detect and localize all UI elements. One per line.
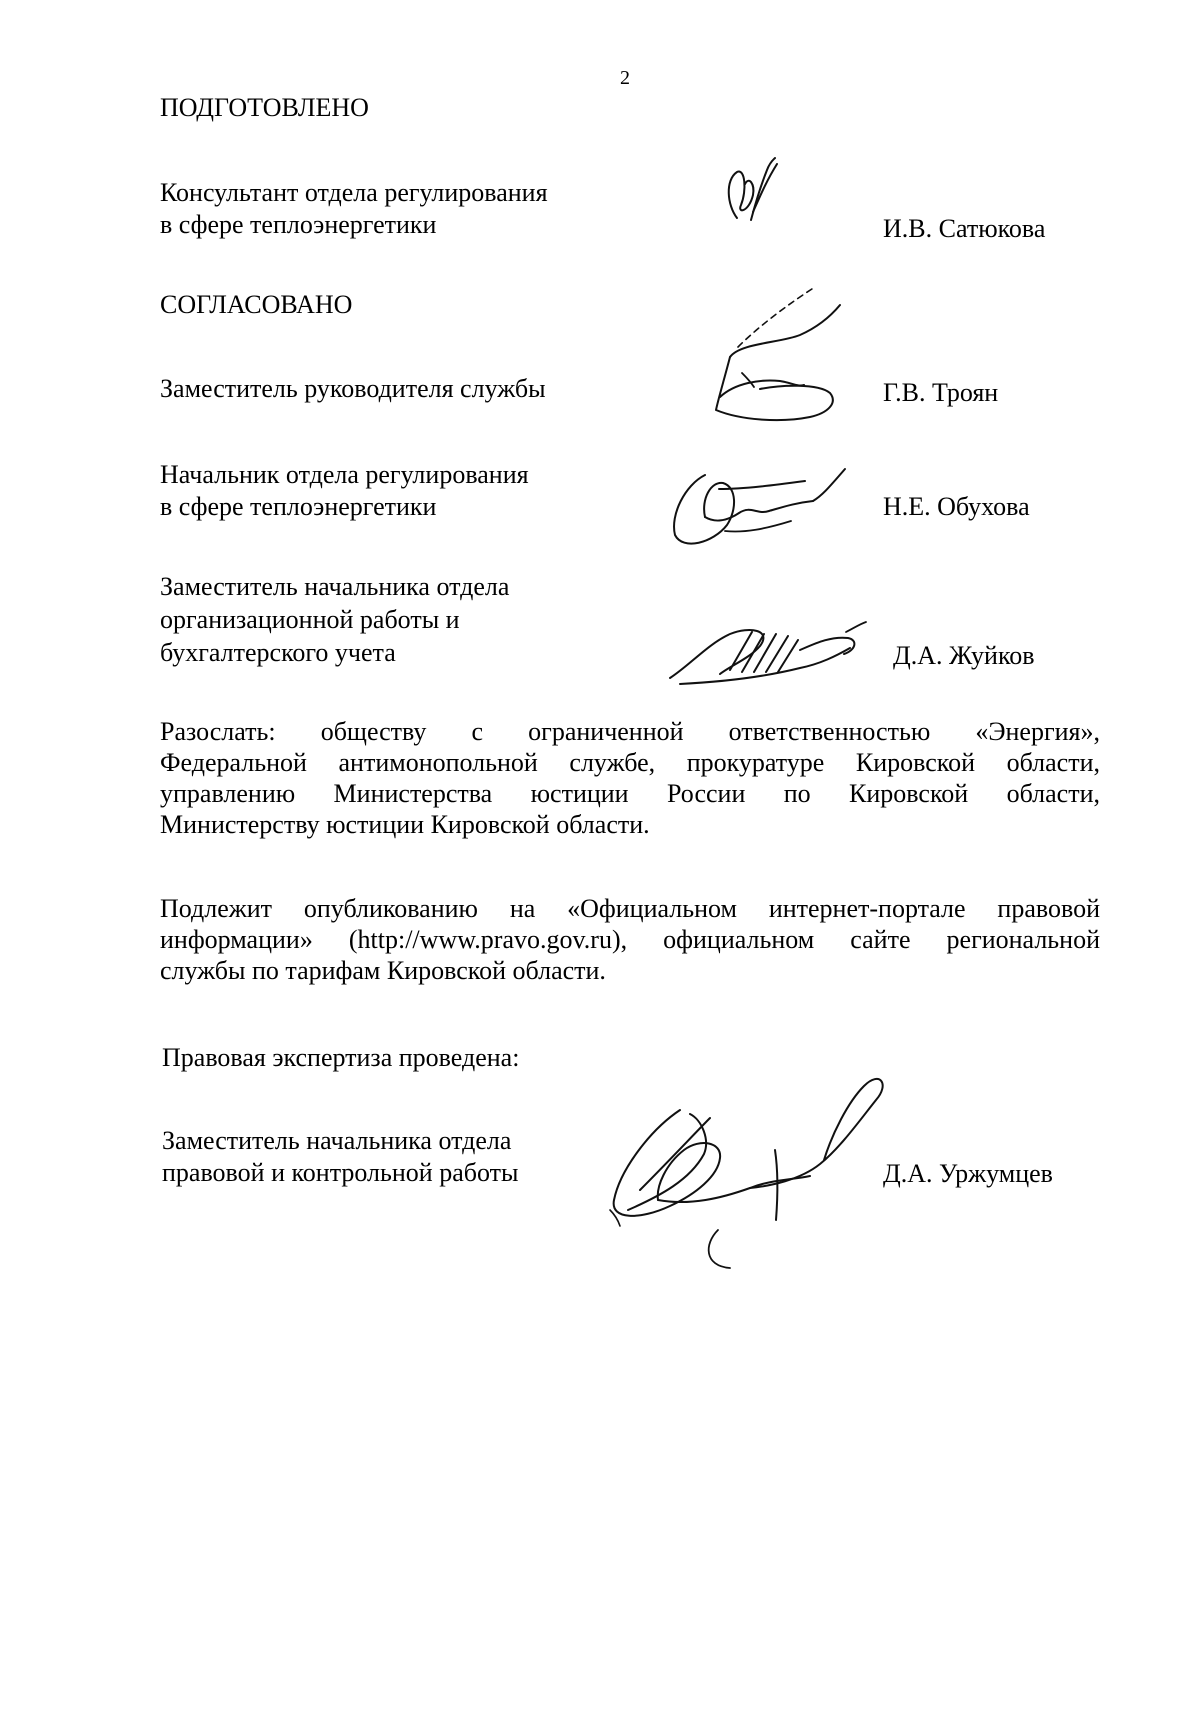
publication-line-1: Подлежит опубликованию на «Официальном интернет-портале правовой [160,894,1100,923]
agreed-3-position-line-3: бухгалтерского учета [160,638,396,667]
agreed-3-position-line-2: организационной работы и [160,605,460,634]
prepared-position-line-2: в сфере теплоэнергетики [160,210,437,239]
publication-line-2: информации» (http://www.pravo.gov.ru), официальном сайте региональной [160,925,1100,954]
distribution-line-4: Министерству юстиции Кировской области. [160,810,650,839]
page-number: 2 [620,67,630,89]
distribution-paragraph [160,716,1100,840]
agreed-3-name: Д.А. Жуйков [893,641,1035,670]
signature-troyan [680,285,860,455]
agreed-2-position-line-2: в сфере теплоэнергетики [160,492,437,521]
legal-review-position-line-2: правовой и контрольной работы [162,1158,519,1187]
signature-satyukova [715,150,795,240]
agreed-1-name: Г.В. Троян [883,378,999,407]
agreed-2-position-line-1: Начальник отдела регулирования [160,460,529,489]
legal-review-name: Д.А. Уржумцев [883,1159,1053,1188]
signature-zhuykov [660,610,890,700]
distribution-line-2: Федеральной антимонопольной службе, прокуратуре Кировской области, [160,748,1100,777]
distribution-line-1: Разослать: обществу с ограниченной ответственностью «Энергия», [160,717,1100,746]
signature-urzhumtsev [600,1070,900,1270]
agreed-heading: СОГЛАСОВАНО [160,290,353,319]
signature-obukhova [665,455,865,555]
legal-review-position-line-1: Заместитель начальника отдела [162,1126,512,1155]
agreed-1-position-line-1: Заместитель руководителя службы [160,374,546,403]
prepared-position-line-1: Консультант отдела регулирования [160,178,548,207]
legal-review-heading: Правовая экспертиза проведена: [162,1043,520,1072]
publication-paragraph [160,893,1100,986]
publication-line-3: службы по тарифам Кировской области. [160,956,606,985]
agreed-2-name: Н.Е. Обухова [883,492,1030,521]
distribution-line-3: управлению Министерства юстиции России по Кировской области, [160,779,1100,808]
agreed-3-position-line-1: Заместитель начальника отдела [160,572,510,601]
prepared-name: И.В. Сатюкова [883,214,1046,243]
prepared-heading: ПОДГОТОВЛЕНО [160,93,369,122]
